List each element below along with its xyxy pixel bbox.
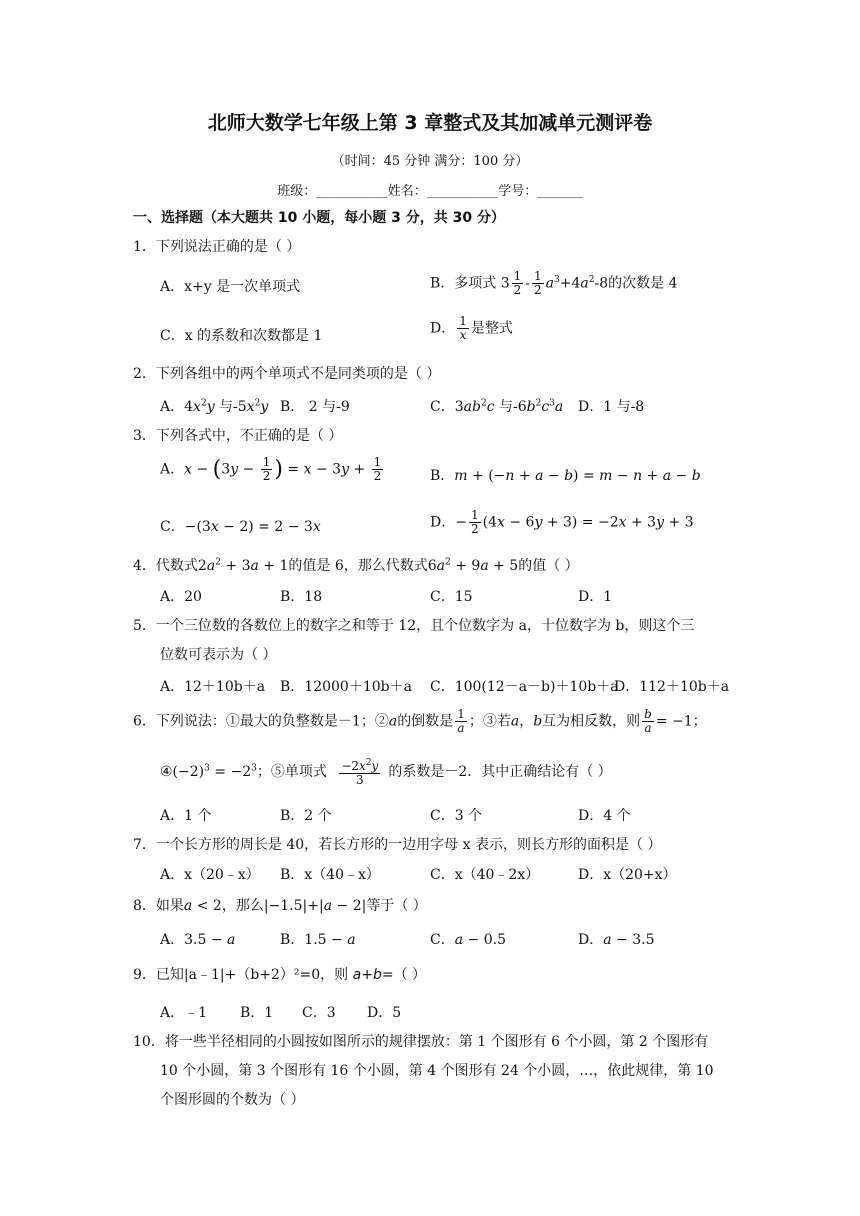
option-label: D．: [578, 932, 604, 948]
fraction: $\frac{1}{2}$: [262, 455, 271, 483]
q6-option-a: A．1 个: [160, 808, 212, 824]
q6-text: 互为相反数，则: [542, 713, 641, 730]
q8-text: 等于（ ）: [366, 898, 427, 914]
q6-option-c: C．3 个: [430, 808, 483, 824]
fraction: $\frac{-2x^2y}{3}$: [341, 758, 379, 787]
q6-text: 的倒数是: [397, 713, 454, 730]
q6-option-b: B．2 个: [280, 808, 332, 824]
q4-option-b: B．18: [280, 589, 323, 605]
q4-stem-pre: 4．代数式: [133, 558, 198, 574]
q7-option-d: D．x（20+x）: [578, 867, 677, 883]
q2-stem: 2．下列各组中的两个单项式不是同类项的是（ ）: [133, 366, 441, 382]
fraction: $\frac{1}{a}$: [457, 707, 465, 735]
fraction: $\frac{1}{2}$: [373, 455, 382, 483]
fraction: $\frac{b}{a}$: [644, 707, 652, 735]
q5-line1: 5．一个三位数的各数位上的数字之和等于 12，且个位数字为 a，十位数字为 b，则这个三: [133, 618, 695, 634]
q7-option-b: B．x（40﹣x）: [280, 867, 380, 883]
q5-option-b: B．12000＋10b＋a: [280, 679, 412, 695]
q2-option-c: C．$3ab^2c$ 与$-6b^2c^3a$: [430, 398, 564, 415]
q5-option-a: A．12＋10b＋a: [160, 679, 266, 695]
q6-text: ，: [519, 713, 534, 730]
q1-option-c: C．x 的系数和次数都是 1: [160, 328, 323, 344]
option-label: B．: [430, 468, 455, 484]
fraction: $\frac{1}{2}$: [513, 269, 522, 297]
q9-stem: 9．已知|a﹣1|+（b+2）²=0，则 a+b=（ ）: [133, 967, 427, 983]
section-heading: 一、选择题（本大题共 10 小题，每小题 3 分，共 30 分）: [133, 210, 505, 226]
q3-option-a: A．x − (3y − $\frac{1}{2}$ ) = x − 3y + $\frac{1}{2}$: [160, 455, 382, 483]
q3-option-c: C．−(3x − 2) = 2 − 3x: [160, 519, 321, 535]
q9-text: 9．已知|a﹣1|+（b+2）²=0，则: [133, 967, 349, 983]
q8-stem: 8．如果a < 2，那么|−1.5|+|a − 2|等于（ ）: [133, 898, 427, 914]
q3-option-b: B．m + (−n + a − b) = m − n + a − b: [430, 468, 701, 484]
option-label: C．: [160, 519, 185, 535]
q10-line3: 个图形圆的个数为（ ）: [160, 1092, 305, 1108]
option-label: D．: [430, 514, 456, 531]
q6-text: 6．下列说法：①最大的负整数是－1；②: [133, 713, 389, 730]
option-label: A．: [160, 932, 185, 948]
q1-option-b: B．多项式 3 $\frac{1}{2}$ - $\frac{1}{2}$ $a^3+4a^2-8$的次数是 4: [430, 269, 678, 297]
q1-d-pre: D．: [430, 320, 456, 337]
q9-option-a: A．﹣1: [160, 1005, 208, 1021]
fraction: $\frac{1}{2}$: [470, 508, 479, 536]
q2-option-d: D．1 与-8: [578, 399, 645, 415]
q6-option-d: D．4 个: [578, 808, 631, 824]
q1-d-post: 是整式: [470, 320, 513, 337]
q4-option-c: C．15: [430, 589, 473, 605]
option-label: B．: [280, 932, 305, 948]
q3-stem: 3．下列各式中，不正确的是（ ）: [133, 428, 343, 444]
q8-option-d: D．a − 3.5: [578, 932, 655, 948]
q6-text: ；⑤单项式: [256, 764, 327, 780]
q1-b-post: 的次数是 4: [608, 275, 678, 292]
student-info: 班级：___________姓名：___________学号：_______: [277, 184, 583, 199]
q4-stem: 4．代数式$2a^2 + 3a + 1$的值是 6，那么代数式$6a^2 + 9a + 5$的值（ ）: [133, 557, 579, 574]
q4-option-a: A．20: [160, 589, 202, 605]
q7-option-a: A．x（20﹣x）: [160, 867, 260, 883]
q6-line2: $④(-2)^3 = -2^3$；⑤单项式 $\frac{-2x^2y}{3}$ 的系数是－2．其中正确结论有（ ）: [160, 758, 612, 787]
q8-text: 8．如果: [133, 898, 184, 914]
q7-stem: 7．一个长方形的周长是 40，若长方形的一边用字母 x 表示，则长方形的面积是（ ）: [133, 837, 662, 853]
q6-text: ；③若: [468, 713, 511, 730]
q9-text: =（ ）: [381, 967, 427, 983]
fraction: $\frac{1}{x}$: [459, 314, 467, 342]
fraction: $\frac{1}{2}$: [534, 269, 542, 297]
q1-b-pre: B．多项式 3: [430, 275, 510, 292]
page-title: 北师大数学七年级上第 3 章整式及其加减单元测评卷: [207, 112, 653, 134]
q5-option-c: C．100(12－a－b)＋10b＋a: [430, 679, 619, 695]
q4-option-d: D．1: [578, 589, 613, 605]
q10-line1: 10．将一些半径相同的小圆按如图所示的规律摆放：第 1 个图形有 6 个小圆，第 2 个图形有: [133, 1034, 709, 1050]
q4-stem-mid: 的值是 6，那么代数式: [288, 558, 428, 574]
q8-option-b: B．1.5 − a: [280, 932, 356, 948]
option-label: A．: [160, 399, 185, 415]
q4-stem-post: 的值（ ）: [518, 558, 579, 574]
q8-option-a: A．3.5 − a: [160, 932, 236, 948]
option-label: C．: [430, 399, 455, 415]
q6-text: 的系数是－2．其中正确结论有（ ）: [388, 764, 612, 780]
q3-option-d: D．− $\frac{1}{2}$ (4x − 6y + 3) = −2x + 3y + 3: [430, 508, 694, 536]
q1-option-a: A．x+y 是一次单项式: [160, 279, 301, 295]
q1-option-d: [430, 315, 513, 342]
q9-option-c: C．3: [302, 1005, 336, 1021]
option-label: C．: [430, 932, 455, 948]
q9-option-b: B．1: [240, 1005, 274, 1021]
option-label: A．: [160, 461, 185, 478]
q8-text: ，那么: [221, 898, 264, 914]
q2-option-b: B． 2 与-9: [280, 399, 350, 415]
q5-line2: 位数可表示为（ ）: [160, 647, 277, 663]
q5-option-d: D．112＋10b＋a: [614, 679, 730, 695]
q6-line1: 6．下列说法：①最大的负整数是－1；②a的倒数是 $\frac{1}{a}$ ；③若a，b互为相反数，则 $\frac{b}{a}$ = −1；: [133, 707, 707, 735]
q1-stem: 1．下列说法正确的是（ ）: [133, 239, 301, 255]
q9-option-d: D．5: [367, 1005, 402, 1021]
q2-option-a: A．$4x^2y$ 与$-5x^2y$: [160, 398, 269, 415]
q10-line2: 10 个小圆，第 3 个图形有 16 个小圆，第 4 个图形有 24 个小圆，…，依此规律，第 10: [160, 1063, 714, 1079]
q7-option-c: C．x（40﹣2x）: [430, 867, 540, 883]
time-info: （时间：45 分钟 满分：100 分）: [331, 154, 529, 169]
q8-option-c: C．a − 0.5: [430, 932, 506, 948]
